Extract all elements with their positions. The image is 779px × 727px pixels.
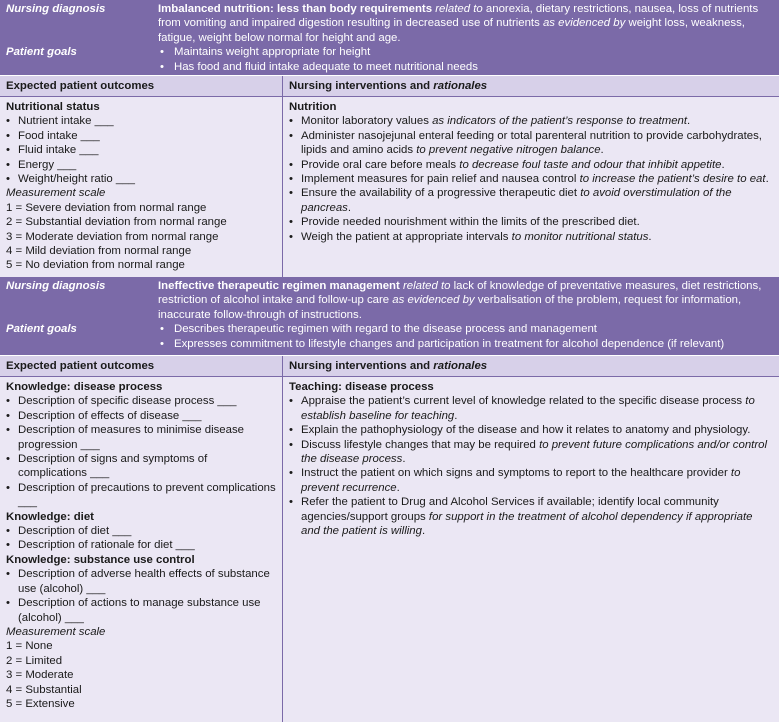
goal-item: • Has food and fluid intake adequate to meet nutritional needs [158, 60, 773, 74]
outcome-item: • Description of adverse health effects of substance use (alcohol) ___ [6, 567, 276, 596]
outcome-item: • Description of measures to minimise disease progression ___ [6, 423, 276, 452]
outcomes-list [6, 524, 276, 553]
outcome-item: • Description of diet ___ [6, 524, 276, 538]
related-to-label: related to [435, 3, 483, 15]
intervention-item: • Weigh the patient at appropriate intervals to monitor nutritional status. [289, 230, 773, 244]
content-row-1 [0, 97, 779, 277]
outcomes-group-title: Knowledge: substance use control [6, 553, 195, 566]
intervention-item: • Explain the pathophysiology of the disease and how it relates to anatomy and physiology. [289, 423, 773, 437]
goals-label: Patient goals [6, 46, 77, 59]
intervention-item: • Provide oral care before meals to decrease foul taste and odour that inhibit appetite. [289, 158, 773, 172]
scale-title: Measurement scale [6, 187, 106, 200]
outcomes-title: Nutritional status [6, 101, 100, 113]
interventions-title: Nutrition [289, 101, 337, 113]
interventions-header [283, 76, 779, 96]
outcomes-list [6, 394, 276, 509]
interventions-list [289, 114, 773, 244]
scale-item: 3 = Moderate deviation from normal range [6, 230, 219, 243]
outcome-item: • Food intake ___ [6, 129, 276, 143]
outcome-item: • Nutrient intake ___ [6, 114, 276, 128]
diagnosis-text [158, 2, 773, 45]
diagnosis-text [158, 279, 773, 322]
intervention-item: • Instruct the patient on which signs and symptoms to report to the healthcare provider to prevent recurrence. [289, 466, 773, 495]
diagnosis-causes: anorexia, dietary restrictions, nausea, loss of nutrients from vomiting and impaired digestion resulting in decreased use of nutrients [158, 3, 759, 30]
interventions-header-text: Nursing interventions and [289, 80, 434, 92]
intervention-item: • Ensure the availability of a progressive therapeutic diet to avoid overstimulation of the pancreas. [289, 186, 773, 215]
interventions-title: Teaching: disease process [289, 381, 434, 393]
goal-item: • Expresses commitment to lifestyle changes and participation in treatment for alcohol dependence (if relevant) [158, 337, 773, 351]
interventions-header [283, 356, 779, 376]
outcome-item: • Description of actions to manage substance use (alcohol) ___ [6, 596, 276, 625]
evidenced-by-label: as evidenced by [542, 17, 626, 30]
diagnosis-label: Nursing diagnosis [6, 3, 106, 15]
outcomes-header: Expected patient outcomes [0, 356, 283, 376]
scale-item: 2 = Substantial deviation from normal range [6, 216, 227, 229]
intervention-item: • Monitor laboratory values as indicators of the patient’s response to treatment. [289, 114, 773, 128]
outcome-item: • Description of rationale for diet ___ [6, 538, 276, 552]
goals-label: Patient goals [6, 323, 77, 336]
rationales-header-text: rationales [433, 80, 488, 92]
scale-item: 5 = Extensive [6, 697, 75, 710]
intervention-item: • Administer nasojejunal enteral feeding or total parenteral nutrition to provide carbohydrates, lipids and amino acids to prevent negative nitrogen balance. [289, 129, 773, 158]
scale-item: 5 = No deviation from normal range [6, 259, 185, 272]
diagnosis-row [6, 2, 773, 45]
outcome-item: • Description of effects of disease ___ [6, 409, 276, 423]
outcomes-cell [0, 97, 283, 277]
scale-item: 3 = Moderate [6, 669, 74, 682]
diagnosis-causes: lack of knowledge of preventative measures, diet restrictions, restriction of alcohol intake and follow-up care [158, 280, 762, 307]
diagnosis-block-2 [0, 277, 779, 355]
outcomes-cell [0, 377, 283, 722]
outcome-item: • Fluid intake ___ [6, 143, 276, 157]
interventions-header-text: Nursing interventions and [289, 360, 434, 372]
rationales-header-text: rationales [433, 360, 488, 372]
outcomes-header: Expected patient outcomes [0, 76, 283, 96]
diagnosis-title: Imbalanced nutrition: less than body requirements [158, 3, 433, 15]
outcome-item: • Description of precautions to prevent complications ___ [6, 481, 276, 510]
content-row-2 [0, 377, 779, 722]
scale-item: 1 = None [6, 640, 53, 653]
intervention-item: • Implement measures for pain relief and nausea control to increase the patient’s desire to eat. [289, 172, 773, 186]
diagnosis-evidence: weight loss, weakness, fatigue, weight below normal for height and age. [158, 17, 745, 44]
related-to-label: related to [402, 280, 451, 292]
goals-list [158, 322, 773, 351]
intervention-item: • Refer the patient to Drug and Alcohol Services if available; identify local community agencies/support groups for support in the treatment of alcohol dependency if appropriate and the patient is willing. [289, 495, 773, 538]
interventions-list [289, 394, 773, 538]
diagnosis-block-1 [0, 0, 779, 75]
column-header-row-2 [0, 355, 779, 377]
scale-item: 2 = Limited [6, 654, 63, 667]
outcome-item: • Energy ___ [6, 158, 276, 172]
scale-title: Measurement scale [6, 625, 106, 638]
diagnosis-row [6, 279, 773, 322]
diagnosis-label: Nursing diagnosis [6, 280, 106, 292]
diagnosis-evidence: verbalisation of the problem, request for information, inaccurate follow-through of instructions. [158, 294, 742, 321]
column-header-row-1 [0, 75, 779, 97]
goal-item: • Maintains weight appropriate for height [158, 45, 773, 59]
goals-row [6, 322, 773, 351]
goals-list [158, 45, 773, 74]
outcomes-list [6, 114, 276, 186]
interventions-cell [283, 377, 779, 722]
goal-item: • Describes therapeutic regimen with regard to the disease process and management [158, 322, 773, 336]
intervention-item: • Discuss lifestyle changes that may be required to prevent future complications and/or control the disease process. [289, 438, 773, 467]
scale-item: 4 = Mild deviation from normal range [6, 245, 192, 258]
evidenced-by-label: as evidenced by [392, 294, 475, 307]
scale-item: 4 = Substantial [6, 683, 82, 696]
intervention-item: • Provide needed nourishment within the limits of the prescribed diet. [289, 215, 773, 229]
outcome-item: • Description of specific disease process ___ [6, 394, 276, 408]
outcomes-list [6, 567, 276, 625]
diagnosis-title: Ineffective therapeutic regimen management [158, 280, 400, 292]
interventions-cell [283, 97, 779, 277]
outcome-item: • Description of signs and symptoms of complications ___ [6, 452, 276, 481]
intervention-item: • Appraise the patient’s current level of knowledge related to the specific disease process to establish baseline for teaching. [289, 394, 773, 423]
outcomes-group-title: Knowledge: diet [6, 510, 94, 523]
outcome-item: • Weight/height ratio ___ [6, 172, 276, 186]
outcomes-group-title: Knowledge: disease process [6, 381, 163, 393]
goals-row [6, 45, 773, 74]
scale-item: 1 = Severe deviation from normal range [6, 201, 207, 214]
